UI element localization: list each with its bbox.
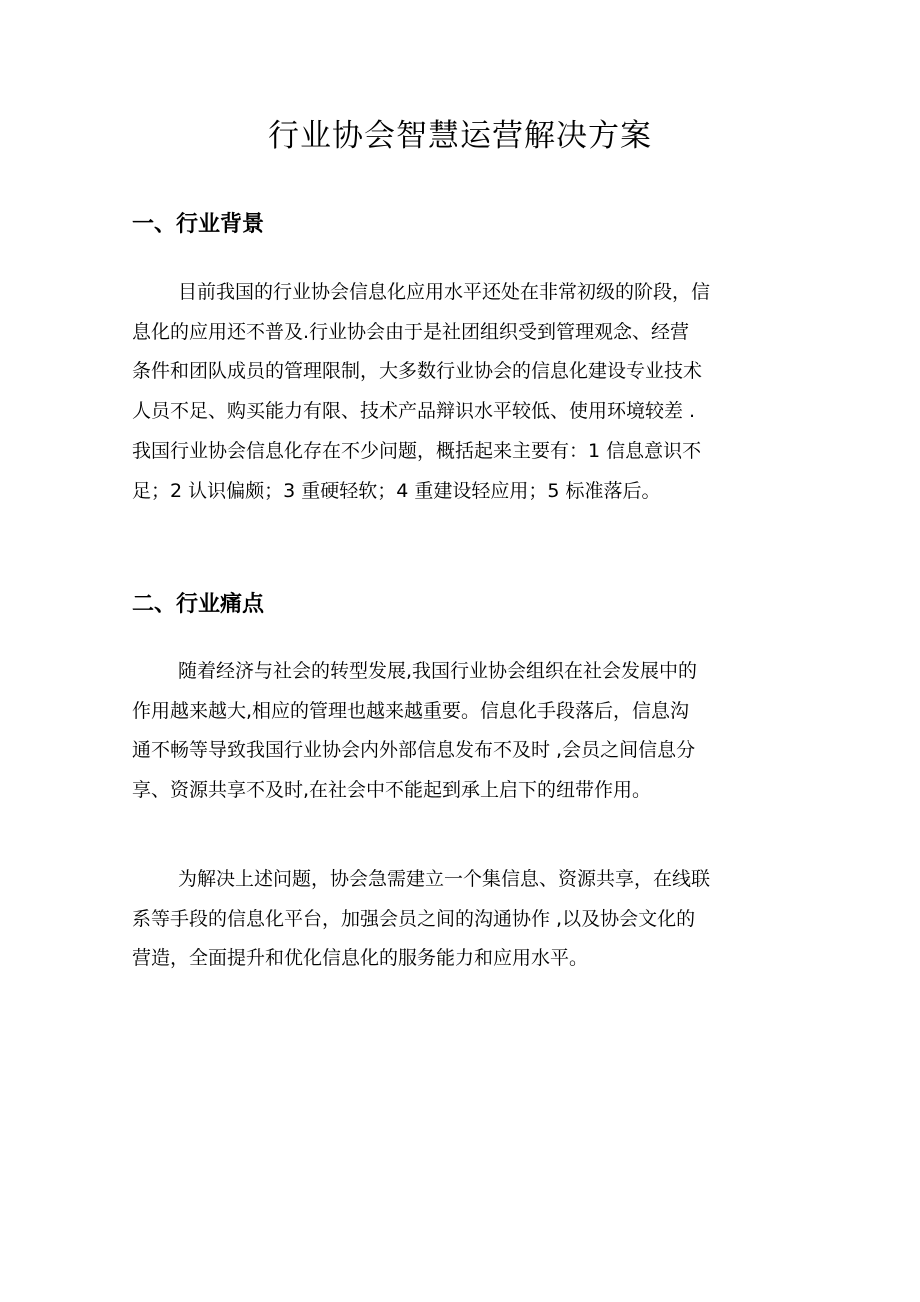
paragraph-line: 息化的应用还不普及.行业协会由于是社团组织受到管理观念、经营 bbox=[132, 320, 690, 343]
paragraph-line: 我国行业协会信息化存在不少问题，概括起来主要有：1 信息意识不 bbox=[132, 439, 702, 462]
paragraph-line: 营造，全面提升和优化信息化的服务能力和应用水平。 bbox=[132, 947, 589, 970]
paragraph-line: 享、资源共享不及时,在社会中不能起到承上启下的纽带作用。 bbox=[132, 779, 652, 802]
paragraph-line: 足；2 认识偏颇；3 重硬轻软；4 重建设轻应用；5 标准落后。 bbox=[132, 479, 661, 502]
section-heading-pain-points: 二、行业痛点 bbox=[132, 592, 265, 617]
paragraph-solution bbox=[132, 860, 790, 979]
paragraph-background bbox=[132, 273, 790, 511]
paragraph-line: 条件和团队成员的管理限制，大多数行业协会的信息化建设专业技术 bbox=[132, 360, 703, 383]
paragraph-line: 随着经济与社会的转型发展,我国行业协会组织在社会发展中的 bbox=[178, 660, 698, 682]
paragraph-line: 作用越来越大,相应的管理也越来越重要。信息化手段落后，信息沟 bbox=[132, 699, 690, 722]
paragraph-line: 人员不足、购买能力有限、技术产品辩识水平较低、使用环境较差 . bbox=[132, 400, 696, 423]
paragraph-pain-points bbox=[132, 652, 790, 811]
paragraph-line: 系等手段的信息化平台，加强会员之间的沟通协作 ,以及协会文化的 bbox=[132, 907, 696, 930]
paragraph-line: 为解决上述问题，协会急需建立一个集信息、资源共享，在线联 bbox=[178, 868, 711, 890]
section-heading-background: 一、行业背景 bbox=[132, 212, 265, 237]
paragraph-line: 目前我国的行业协会信息化应用水平还处在非常初级的阶段，信 bbox=[178, 281, 711, 303]
paragraph-line: 通不畅等导致我国行业协会内外部信息发布不及时 ,会员之间信息分 bbox=[132, 739, 696, 762]
document-title: 行业协会智慧运营解决方案 bbox=[268, 118, 652, 154]
